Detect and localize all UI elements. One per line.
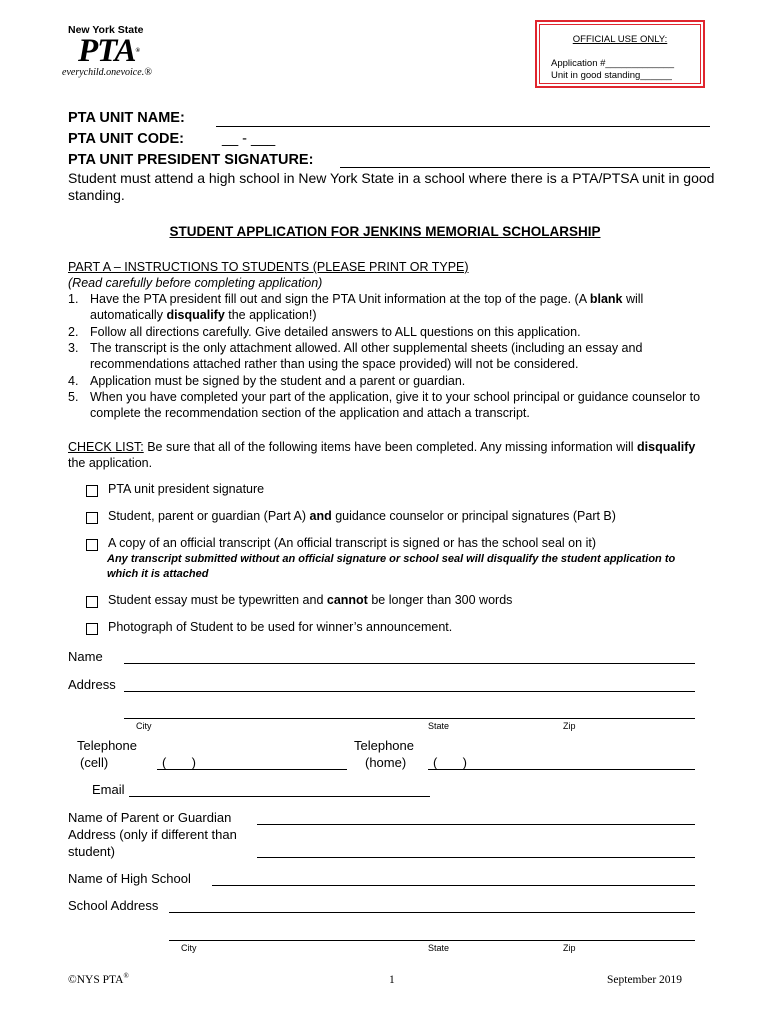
- state-label: State: [428, 721, 450, 731]
- instruction-item: 2. Follow all directions carefully. Give detailed answers to ALL questions on this application.: [68, 325, 581, 339]
- cell-area-code[interactable]: ( ): [162, 755, 196, 770]
- official-use-box: [535, 20, 705, 88]
- checklist-item-president[interactable]: PTA unit president signature: [86, 482, 264, 497]
- address-line[interactable]: [124, 691, 695, 692]
- telephone-cell-label: Telephone: [77, 738, 137, 753]
- cell-label: (cell): [80, 755, 109, 770]
- form-title: STUDENT APPLICATION FOR JENKINS MEMORIAL SCHOLARSHIP: [169, 224, 601, 239]
- logo-state: New York State: [68, 24, 144, 36]
- checklist-intro: CHECK LIST: Be sure that all of the following items have been completed. Any missing information will disqualify the application.: [68, 440, 696, 471]
- school-zip-label: Zip: [563, 943, 576, 953]
- official-use-title: OFFICIAL USE ONLY:: [572, 34, 668, 45]
- checkbox[interactable]: [86, 485, 98, 497]
- instruction-item: 1. Have the PTA president fill out and sign the PTA Unit information at the top of the page. (A blank will automatically disqualify the application!): [68, 292, 644, 323]
- email-label: Email: [92, 782, 125, 797]
- page-number: 1: [389, 974, 395, 986]
- president-signature-line[interactable]: [340, 167, 710, 168]
- unit-code-blank[interactable]: __ - ___: [222, 131, 276, 147]
- checkbox[interactable]: [86, 539, 98, 551]
- logo-tagline: everychild.onevoice.®: [62, 67, 152, 78]
- checklist-item-essay[interactable]: Student essay must be typewritten and cannot be longer than 300 words: [86, 593, 512, 608]
- instruction-item: 3. The transcript is the only attachment allowed. All other supplemental sheets (including an essay and recommendations attached rather than using the space provided) will not be considered.: [68, 341, 643, 372]
- eligibility-text: Student must attend a high school in New York State in a school where there is a PTA/PTSA unit in good standing.: [68, 170, 715, 203]
- school-address-label: School Address: [68, 898, 159, 913]
- high-school-line[interactable]: [212, 885, 695, 886]
- school-address-line[interactable]: [169, 912, 695, 913]
- school-state-label: State: [428, 943, 450, 953]
- application-number: Application #_____________: [551, 58, 675, 69]
- unit-name-label: PTA UNIT NAME:: [68, 110, 185, 126]
- checkbox[interactable]: [86, 623, 98, 635]
- checkbox[interactable]: [86, 512, 98, 524]
- parent-name-line[interactable]: [257, 824, 695, 825]
- school-address-line-2[interactable]: [169, 940, 695, 941]
- unit-good-standing: Unit in good standing______: [551, 70, 672, 81]
- footer-copyright: ©NYS PTA®: [68, 972, 129, 986]
- unit-name-line[interactable]: [216, 126, 710, 127]
- transcript-note: Any transcript submitted without an official signature or school seal will disqualify the student application to which it is attached: [107, 553, 676, 580]
- school-city-label: City: [181, 943, 197, 953]
- email-line[interactable]: [129, 796, 430, 797]
- high-school-label: Name of High School: [68, 871, 191, 886]
- parent-name-label: Name of Parent or Guardian: [68, 810, 232, 825]
- instruction-item: 4. Application must be signed by the student and a parent or guardian.: [68, 374, 466, 388]
- telephone-home-label: Telephone: [354, 738, 414, 753]
- zip-label: Zip: [563, 721, 576, 731]
- checklist-item-signatures[interactable]: Student, parent or guardian (Part A) and guidance counselor or principal signatures (Part B): [86, 509, 616, 524]
- footer-date: September 2019: [607, 974, 683, 986]
- address-label: Address: [68, 677, 116, 692]
- address-line-2[interactable]: [124, 718, 695, 719]
- logo-pta: PTA®: [78, 33, 139, 69]
- part-a-heading: PART A – INSTRUCTIONS TO STUDENTS (PLEASE PRINT OR TYPE): [68, 260, 469, 274]
- parent-address-line[interactable]: [257, 857, 695, 858]
- parent-address-label: Address (only if different than: [68, 827, 237, 842]
- unit-code-label: PTA UNIT CODE:: [68, 131, 184, 147]
- home-area-code[interactable]: ( ): [433, 755, 467, 770]
- checkbox[interactable]: [86, 596, 98, 608]
- name-label: Name: [68, 649, 103, 664]
- cell-phone-line[interactable]: [157, 769, 347, 770]
- city-label: City: [136, 721, 152, 731]
- checklist-item-photo[interactable]: Photograph of Student to be used for winner’s announcement.: [86, 620, 452, 635]
- home-label: (home): [365, 755, 407, 770]
- part-a-subheading: (Read carefully before completing application): [68, 276, 323, 290]
- home-phone-line[interactable]: [428, 769, 695, 770]
- checklist-item-transcript[interactable]: A copy of an official transcript (An official transcript is signed or has the school seal on it): [86, 536, 596, 551]
- president-signature-label: PTA UNIT PRESIDENT SIGNATURE:: [68, 152, 314, 168]
- instruction-item: 5. When you have completed your part of the application, give it to your school principal or guidance counselor to complete the recommendation section of the application and attach a transcript.: [68, 390, 701, 421]
- name-line[interactable]: [124, 663, 695, 664]
- parent-address-label-cont: student): [68, 844, 115, 859]
